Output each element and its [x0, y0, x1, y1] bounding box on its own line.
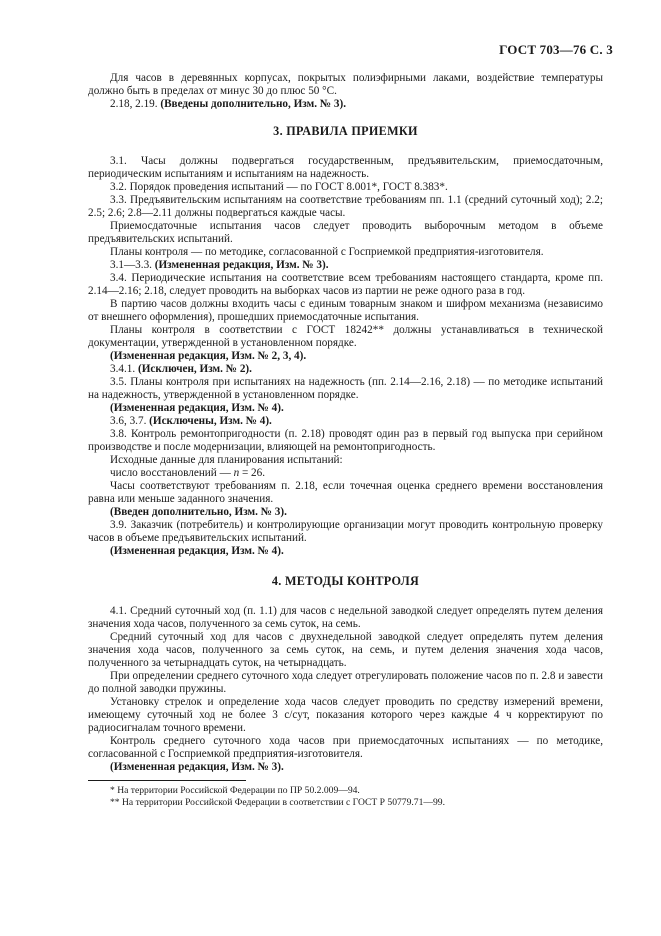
clause-4-1-amendment: (Измененная редакция, Изм. № 3).	[110, 761, 284, 773]
clause-3-9: 3.9. Заказчик (потребитель) и контролирующие организации могут проводить контрольную проверку часов в объеме предъявительских испытаний.	[88, 519, 603, 544]
clause-3-4-1	[88, 363, 603, 376]
footnote-2: ** На территории Российской Федерации в соответствии с ГОСТ Р 50779.71—99.	[110, 797, 445, 808]
clause-3-8: 3.8. Контроль ремонтопригодности (п. 2.18) проводят один раз в первый год выпуска при серийном производстве и после модернизации, влияющей на ремонтопригодность.	[88, 428, 603, 453]
clause-3-3-plans: Планы контроля — по методике, согласованной с Госприемкой предприятия-изготовителя.	[110, 246, 544, 258]
clause-3-8-amendment: (Введен дополнительно, Изм. № 3).	[110, 506, 287, 518]
clause-4-1-hands: Установку стрелок и определение хода часов следует проводить по средству измерений времени, имеющему суточный ход не более 3 с/сут, показания которого через каждые 4 ч корректируют по радиосигналам точного времени.	[88, 696, 603, 734]
clause-4-1-control: Контроль среднего суточного хода часов при приемосдаточных испытаниях — по методике, согласованной с Госприемкой предприятия-изготовителя.	[88, 735, 603, 760]
clause-3-1-3-3-amendment	[88, 259, 603, 272]
amendment-ref: 3.1—3.3.	[110, 259, 152, 271]
intro-note: (Введены дополнительно, Изм. № 3).	[160, 98, 347, 110]
clause-4-1: 4.1. Средний суточный ход (п. 1.1) для часов с недельной заводкой следует определять путем деления значения хода часов, полученного за семь суток, на семь.	[88, 605, 603, 630]
intro-amendment	[88, 98, 603, 111]
intro-paragraph: Для часов в деревянных корпусах, покрытых полиэфирными лаками, воздействие температуры должно быть в пределах от минус 30 до плюс 50 °С.	[88, 72, 603, 97]
clause-3-4-amendment: (Измененная редакция, Изм. № 2, 3, 4).	[110, 350, 307, 362]
section-4-title: 4. МЕТОДЫ КОНТРОЛЯ	[271, 574, 420, 588]
intro-ref: 2.18, 2.19.	[110, 98, 158, 110]
clause-note: (Исключен, Изм. № 2).	[137, 363, 252, 375]
clause-note: (Исключены, Изм. № 4).	[149, 415, 272, 427]
restorations-label: число восстановлений —	[110, 467, 234, 479]
clause-3-5: 3.5. Планы контроля при испытаниях на надежность (пп. 2.14—2.16, 2.18) — по методике испытаний на надежность, утвержденной в установленном порядке.	[88, 376, 603, 401]
page-header: ГОСТ 703—76 С. 3	[499, 42, 613, 57]
clause-3-1: 3.1. Часы должны подвергаться государственным, предъявительским, приемосдаточным, периодическим испытаниям и испытаниям на надежность.	[88, 155, 603, 180]
clause-3-3-sampling: Приемосдаточные испытания часов следует проводить выборочным методом в объеме предъявительских испытаний.	[88, 220, 603, 245]
clause-3-2: 3.2. Порядок проведения испытаний — по ГОСТ 8.001*, ГОСТ 8.383*.	[110, 181, 448, 193]
clause-4-1-adjust: При определении среднего суточного хода следует отрегулировать положение часов по п. 2.8 и завести до полной заводки пружины.	[88, 670, 603, 695]
amendment-note: (Измененная редакция, Изм. № 3).	[154, 259, 329, 271]
footnote-divider	[88, 780, 246, 781]
clause-3-8-restorations	[88, 467, 603, 480]
section-3-title: 3. ПРАВИЛА ПРИЕМКИ	[273, 124, 418, 138]
restorations-variable: n	[233, 467, 240, 479]
clause-3-4-batch: В партию часов должны входить часы с единым товарным знаком и шифром механизма (независимо от внешнего оформления), прошедших приемосдаточные испытания.	[88, 298, 603, 323]
clause-3-8-criterion: Часы соответствуют требованиям п. 2.18, если точечная оценка среднего времени восстановления равна или меньше заданного значения.	[88, 480, 603, 505]
clause-3-6-3-7	[88, 415, 603, 428]
clause-3-9-amendment: (Измененная редакция, Изм. № 4).	[110, 545, 284, 557]
clause-3-3: 3.3. Предъявительским испытаниям на соответствие требованиям пп. 1.1 (средний суточный ход); 2.2; 2.5; 2.6; 2.8—2.11 должны подвергаться каждые часы.	[88, 194, 603, 219]
page-content	[88, 72, 603, 809]
footnote-1: * На территории Российской Федерации по ПР 50.2.009—94.	[110, 785, 360, 796]
restorations-value: = 26.	[239, 467, 266, 479]
clause-ref: 3.6, 3.7.	[110, 415, 147, 427]
clause-4-1-biweekly: Средний суточный ход для часов с двухнедельной заводкой следует определять путем деления значения хода часов, полученного за семь суток, на семь, и путем деления значения хода часов, полученного за четырнадцать суток, на четырнадцать.	[88, 631, 603, 669]
clause-3-5-amendment: (Измененная редакция, Изм. № 4).	[110, 402, 284, 414]
clause-3-4: 3.4. Периодические испытания на соответствие всем требованиям настоящего стандарта, кроме пп. 2.14—2.16; 2.18, следует проводить на выборках часов из партии не реже одного раза в год.	[88, 272, 603, 297]
clause-3-8-input: Исходные данные для планирования испытаний:	[110, 454, 343, 466]
clause-3-4-plans: Планы контроля в соответствии с ГОСТ 18242** должны устанавливаться в технической документации, утвержденной в установленном порядке.	[88, 324, 603, 349]
clause-ref: 3.4.1.	[110, 363, 136, 375]
